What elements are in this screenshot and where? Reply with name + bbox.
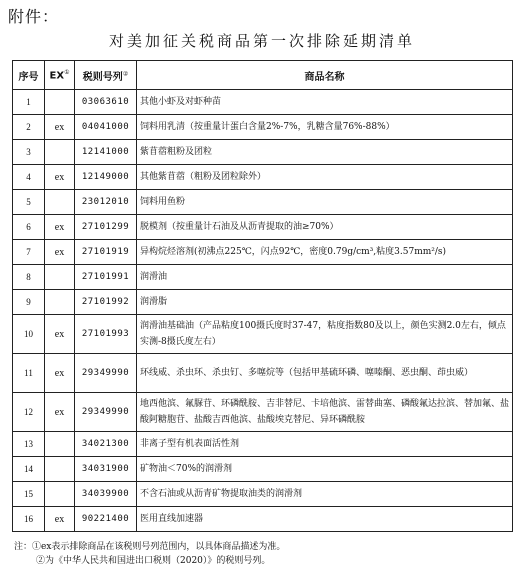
row-product-name: 其他紫苜蓿（粗粉及团粒除外） xyxy=(137,165,513,190)
row-ex: ex xyxy=(45,165,75,190)
table-row xyxy=(13,457,513,482)
header-code: 税则号列② xyxy=(75,61,137,90)
table-row xyxy=(13,393,513,432)
attachment-label: 附件： xyxy=(8,7,60,26)
row-tariff-code: 03063610 xyxy=(75,90,137,115)
row-index: 2 xyxy=(13,115,45,140)
row-product-name: 饲料用乳清（按重量计蛋白含量2%-7%，乳糖含量76%-88%） xyxy=(137,115,513,140)
footnote-1: 注：①ex表示排除商品在该税则号列范围内，以具体商品描述为准。 xyxy=(14,542,286,552)
row-ex: ex xyxy=(45,507,75,532)
row-product-name: 饲料用鱼粉 xyxy=(137,190,513,215)
row-ex: ex xyxy=(45,315,75,354)
row-index: 10 xyxy=(13,315,45,354)
row-tariff-code: 29349990 xyxy=(75,393,137,432)
row-ex: ex xyxy=(45,115,75,140)
row-index: 8 xyxy=(13,265,45,290)
row-tariff-code: 04041000 xyxy=(75,115,137,140)
row-ex xyxy=(45,265,75,290)
row-product-name: 润滑油基础油（产品粘度100摄氏度时37-47，粘度指数80及以上，颜色实测2.0左右，倾点实测-8摄氏度左右） xyxy=(137,315,513,354)
row-index: 7 xyxy=(13,240,45,265)
table-row xyxy=(13,240,513,265)
table-row xyxy=(13,290,513,315)
row-ex: ex xyxy=(45,215,75,240)
row-ex xyxy=(45,290,75,315)
footnotes xyxy=(14,540,285,568)
table-row xyxy=(13,315,513,354)
row-tariff-code: 34021300 xyxy=(75,432,137,457)
row-index: 3 xyxy=(13,140,45,165)
row-index: 14 xyxy=(13,457,45,482)
row-product-name: 润滑脂 xyxy=(137,290,513,315)
row-product-name: 脱模剂（按重量计石油及从沥青提取的油≥70%） xyxy=(137,215,513,240)
row-index: 11 xyxy=(13,354,45,393)
row-tariff-code: 27101299 xyxy=(75,215,137,240)
table-row xyxy=(13,140,513,165)
row-tariff-code: 23012010 xyxy=(75,190,137,215)
row-ex: ex xyxy=(45,354,75,393)
footnote-2: ②为《中华人民共和国进出口税则（2020）》的税则号列。 xyxy=(36,556,271,566)
table-row xyxy=(13,265,513,290)
row-tariff-code: 12141000 xyxy=(75,140,137,165)
row-ex xyxy=(45,140,75,165)
document-title: 对美加征关税商品第一次排除延期清单 xyxy=(108,32,415,50)
row-ex xyxy=(45,190,75,215)
row-tariff-code: 90221400 xyxy=(75,507,137,532)
row-product-name: 环线威、杀虫环、杀虫钉、多噻烷等（包括甲基硫环磷、噻嗪酮、恶虫酮、茚虫威） xyxy=(137,354,513,393)
row-tariff-code: 29349990 xyxy=(75,354,137,393)
table-header-row xyxy=(13,61,513,90)
header-code-note: ② xyxy=(122,70,129,78)
row-product-name: 不含石油或从沥青矿物提取油类的润滑剂 xyxy=(137,482,513,507)
row-tariff-code: 27101992 xyxy=(75,290,137,315)
row-index: 13 xyxy=(13,432,45,457)
row-ex xyxy=(45,90,75,115)
row-tariff-code: 12149000 xyxy=(75,165,137,190)
table-row xyxy=(13,215,513,240)
row-ex xyxy=(45,482,75,507)
row-product-name: 矿物油＜70%的润滑剂 xyxy=(137,457,513,482)
row-tariff-code: 27101919 xyxy=(75,240,137,265)
table-row xyxy=(13,115,513,140)
row-tariff-code: 34031900 xyxy=(75,457,137,482)
table-row xyxy=(13,482,513,507)
row-product-name: 非离子型有机表面活性剂 xyxy=(137,432,513,457)
row-product-name: 医用直线加速器 xyxy=(137,507,513,532)
row-index: 1 xyxy=(13,90,45,115)
header-ex-note: ① xyxy=(64,68,70,76)
exclusion-list-table xyxy=(12,60,513,532)
row-index: 4 xyxy=(13,165,45,190)
row-product-name: 地西他滨、氟脲苷、环磷酰胺、吉非替尼、卡培他滨、雷替曲塞、磷酸氟达拉滨、替加氟、盐酸阿糖胞苷、盐酸吉西他滨、盐酸埃克替尼、异环磷酰胺 xyxy=(137,393,513,432)
table-row xyxy=(13,90,513,115)
row-ex xyxy=(45,432,75,457)
table-row xyxy=(13,432,513,457)
row-tariff-code: 34039900 xyxy=(75,482,137,507)
table-row xyxy=(13,354,513,393)
header-name: 商品名称 xyxy=(137,61,513,90)
table-row xyxy=(13,507,513,532)
row-ex: ex xyxy=(45,240,75,265)
header-index: 序号 xyxy=(13,61,45,90)
row-index: 9 xyxy=(13,290,45,315)
row-tariff-code: 27101993 xyxy=(75,315,137,354)
row-product-name: 异构烷烃溶剂(初沸点225℃，闪点92℃，密度0.79g/cm³,粘度3.57mm²/s) xyxy=(137,240,513,265)
header-ex: EX① xyxy=(45,61,75,90)
row-product-name: 润滑油 xyxy=(137,265,513,290)
row-product-name: 紫苜蓿粗粉及团粒 xyxy=(137,140,513,165)
row-ex xyxy=(45,457,75,482)
row-ex: ex xyxy=(45,393,75,432)
table-row xyxy=(13,190,513,215)
row-product-name: 其他小虾及对虾种苗 xyxy=(137,90,513,115)
row-index: 5 xyxy=(13,190,45,215)
row-index: 16 xyxy=(13,507,45,532)
row-index: 12 xyxy=(13,393,45,432)
row-tariff-code: 27101991 xyxy=(75,265,137,290)
table-row xyxy=(13,165,513,190)
row-index: 15 xyxy=(13,482,45,507)
row-index: 6 xyxy=(13,215,45,240)
